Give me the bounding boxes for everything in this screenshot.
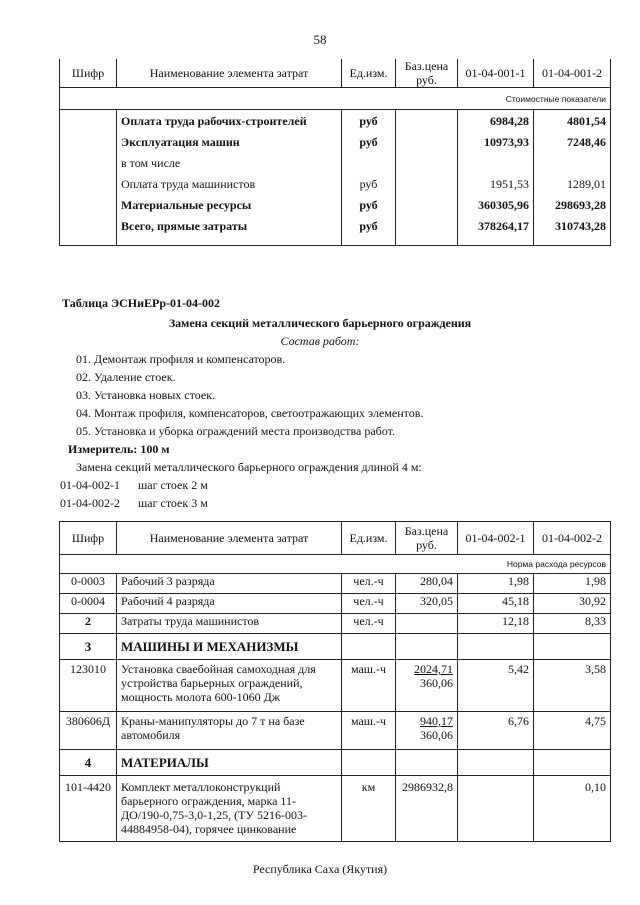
table-row — [60, 634, 611, 660]
header-name: Наименование элемента затрат — [117, 522, 342, 555]
row-price-2: 360,06 — [420, 728, 453, 742]
resource-norms-table — [59, 521, 611, 842]
row-value-1: 45,18 — [458, 594, 534, 614]
header-code: Шифр — [60, 59, 117, 88]
row-value-1: 12,18 — [458, 614, 534, 634]
section-heading: Замена секций металлического барьерного ограждения — [168, 316, 472, 330]
table-row — [60, 194, 611, 215]
section-title: МАТЕРИАЛЫ — [117, 750, 342, 776]
row-name: Оплата труда рабочих-строителей — [117, 110, 342, 132]
row-value-2: 7248,46 — [534, 131, 611, 152]
work-item: 05. Установка и уборка ограждений места производства работ. — [76, 424, 395, 438]
row-code: 123010 — [60, 660, 117, 712]
row-value-2: 4801,54 — [534, 110, 611, 132]
row-unit: руб — [342, 131, 396, 152]
row-value-2: 8,33 — [534, 614, 611, 634]
row-name: Всего, прямые затраты — [117, 215, 342, 246]
row-unit: км — [342, 776, 396, 842]
row-unit: маш.-ч — [342, 712, 396, 750]
row-unit: руб — [342, 194, 396, 215]
row-value-2: 30,92 — [534, 594, 611, 614]
subheader: Норма расхода ресурсов — [60, 555, 611, 574]
table-title: Таблица ЭСНиЕРр-01-04-002 — [62, 296, 221, 310]
table-row — [60, 131, 611, 152]
header-col2: 01-04-001-2 — [534, 59, 611, 88]
row-price-cell — [396, 660, 458, 712]
row-name: Установка сваебойная самоходная для устройства барьерных ограждений, мощность молота 600-1060 Дж — [117, 660, 342, 712]
row-name: в том числе — [117, 152, 342, 173]
row-value-2: 1289,01 — [534, 173, 611, 194]
work-item: 01. Демонтаж профиля и компенсаторов. — [76, 352, 286, 366]
table-row — [60, 660, 611, 712]
row-value-2: 0,10 — [534, 776, 611, 842]
table-header-row — [60, 522, 611, 555]
row-name: Краны-манипуляторы до 7 т на базе автомобиля — [117, 712, 342, 750]
row-name: Затраты труда машинистов — [117, 614, 342, 634]
footer-region: Республика Саха (Якутия) — [252, 862, 388, 876]
row-price-cell — [396, 712, 458, 750]
variant-code: 01-04-002-2 — [60, 496, 120, 510]
row-value-2: 4,75 — [534, 712, 611, 750]
meter: Измеритель: 100 м — [68, 442, 170, 456]
row-code: 4 — [60, 750, 117, 776]
table-row — [60, 110, 611, 132]
row-name: Оплата труда машинистов — [117, 173, 342, 194]
header-name: Наименование элемента затрат — [117, 59, 342, 88]
row-unit: чел.-ч — [342, 594, 396, 614]
table-row — [60, 614, 611, 634]
row-price: 2986932,8 — [396, 776, 458, 842]
row-name: Рабочий 3 разряда — [117, 574, 342, 594]
row-code: 101-4420 — [60, 776, 117, 842]
row-unit: чел.-ч — [342, 614, 396, 634]
row-name: Рабочий 4 разряда — [117, 594, 342, 614]
row-name: Материальные ресурсы — [117, 194, 342, 215]
header-col2: 01-04-002-2 — [534, 522, 611, 555]
table-row — [60, 776, 611, 842]
table-row — [60, 215, 611, 246]
subheader: Стоимостные показатели — [60, 88, 611, 110]
subheader-row — [60, 555, 611, 574]
row-value-1: 6,76 — [458, 712, 534, 750]
table-row — [60, 173, 611, 194]
works-heading: Состав работ: — [280, 334, 360, 348]
row-price: 280,04 — [396, 574, 458, 594]
table-header-row — [60, 59, 611, 88]
row-price — [396, 614, 458, 634]
table-row — [60, 594, 611, 614]
row-value-2: 310743,28 — [534, 215, 611, 246]
work-item: 02. Удаление стоек. — [76, 370, 176, 384]
row-value-1: 10973,93 — [458, 131, 534, 152]
row-value-1: 1951,53 — [458, 173, 534, 194]
row-value-1: 378264,17 — [458, 215, 534, 246]
row-unit: маш.-ч — [342, 660, 396, 712]
variant-text: шаг стоек 3 м — [138, 496, 208, 510]
header-unit: Ед.изм. — [342, 59, 396, 88]
row-code: 380606Д — [60, 712, 117, 750]
row-unit: руб — [342, 215, 396, 246]
work-item: 04. Монтаж профиля, компенсаторов, светоотражающих элементов. — [76, 406, 424, 420]
row-name: Эксплуатация машин — [117, 131, 342, 152]
page-number: 58 — [313, 32, 327, 47]
table-row — [60, 750, 611, 776]
row-unit: чел.-ч — [342, 574, 396, 594]
row-code: 0-0004 — [60, 594, 117, 614]
variant-text: шаг стоек 2 м — [138, 478, 208, 492]
table-row — [60, 152, 611, 173]
subheader-row — [60, 88, 611, 110]
row-price: 320,05 — [396, 594, 458, 614]
row-code: 3 — [60, 634, 117, 660]
table-row — [60, 712, 611, 750]
row-price-2: 360,06 — [420, 676, 453, 690]
row-value-2: 298693,28 — [534, 194, 611, 215]
row-value-1: 1,98 — [458, 574, 534, 594]
row-unit: руб — [342, 110, 396, 132]
variant-code: 01-04-002-1 — [60, 478, 120, 492]
cost-indicators-table — [59, 59, 611, 246]
header-col1: 01-04-002-1 — [458, 522, 534, 555]
header-code: Шифр — [60, 522, 117, 555]
row-value-1: 6984,28 — [458, 110, 534, 132]
work-item: 03. Установка новых стоек. — [76, 388, 216, 402]
header-price: Баз.цена руб. — [396, 59, 458, 88]
row-value-1: 5,42 — [458, 660, 534, 712]
row-price: 940,17 — [420, 714, 453, 728]
row-value-2: 3,58 — [534, 660, 611, 712]
description: Замена секций металлического барьерного ограждения длиной 4 м: — [76, 460, 422, 474]
row-name: Комплект металлоконструкций барьерного ограждения, марка 11-ДО/190-0,75-3,0-1,25, (ТУ 5216-003-44884958-04), горячее цинкование — [117, 776, 342, 842]
row-unit: руб — [342, 173, 396, 194]
row-code: 2 — [60, 614, 117, 634]
section-title: МАШИНЫ И МЕХАНИЗМЫ — [117, 634, 342, 660]
header-unit: Ед.изм. — [342, 522, 396, 555]
row-code: 0-0003 — [60, 574, 117, 594]
header-col1: 01-04-001-1 — [458, 59, 534, 88]
row-value-1 — [458, 776, 534, 842]
row-value-2: 1,98 — [534, 574, 611, 594]
row-price: 2024,71 — [414, 662, 453, 676]
table-row — [60, 574, 611, 594]
row-value-1: 360305,96 — [458, 194, 534, 215]
header-price: Баз.цена руб. — [396, 522, 458, 555]
